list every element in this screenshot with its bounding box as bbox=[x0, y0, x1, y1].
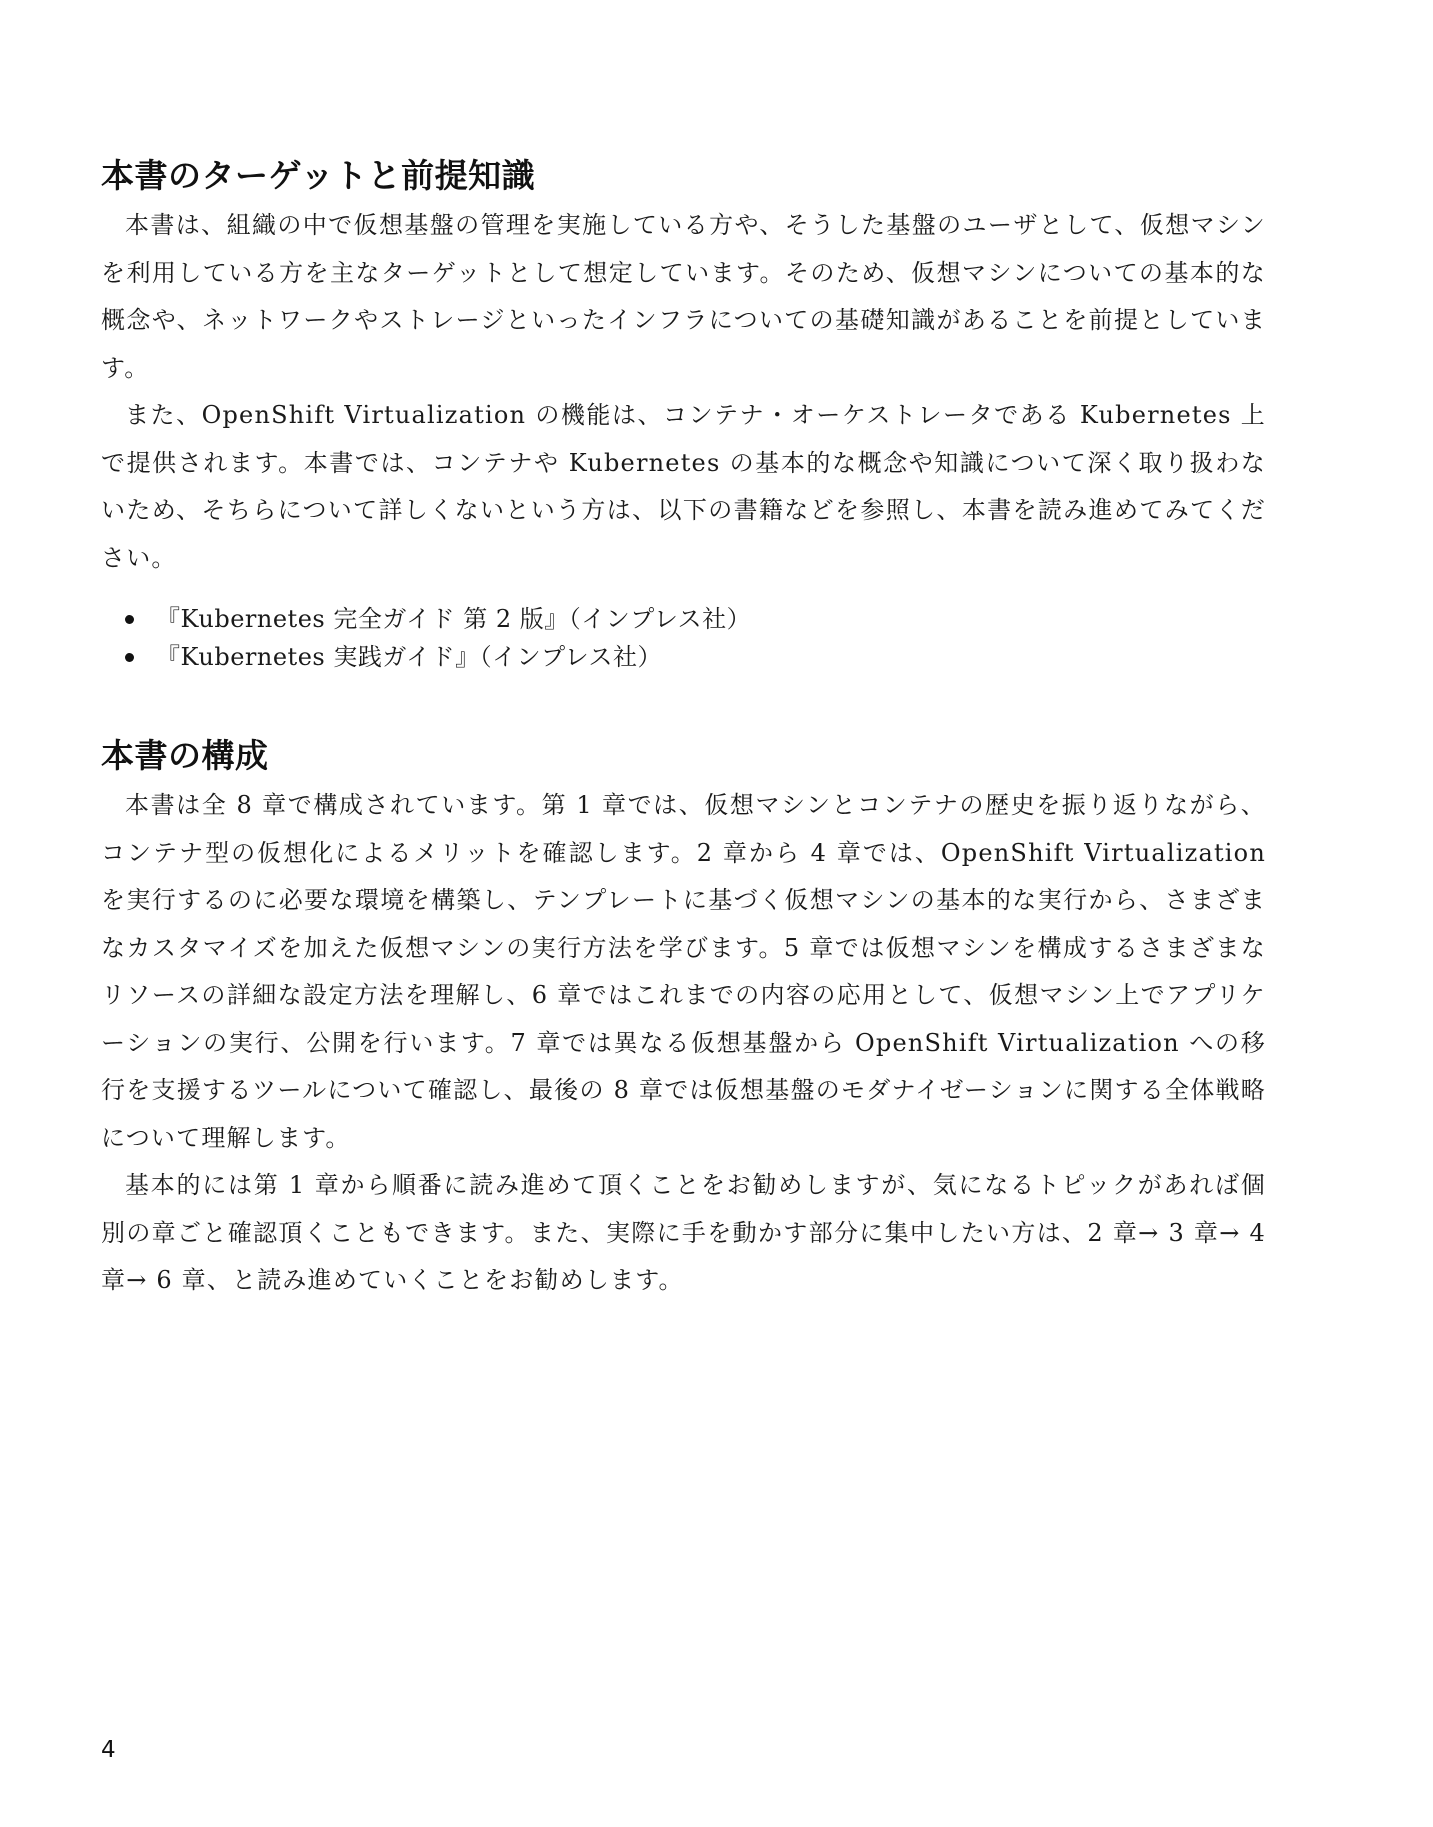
section-book-structure bbox=[101, 730, 1266, 1305]
list-item bbox=[125, 600, 1266, 638]
section-heading: 本書のターゲットと前提知識 bbox=[101, 156, 536, 195]
bullet-icon bbox=[125, 615, 134, 624]
paragraph: 基本的には第 1 章から順番に読み進めて頂くことをお勧めしますが、気になるトピックがあれば個別の章ごと確認頂くこともできます。また、実際に手を動かす部分に集中したい方は、2 章→ 3 章→ 4 章→ 6 章、と読み進めていくことをお勧めします。 bbox=[101, 1171, 1266, 1294]
paragraph: 本書は、組織の中で仮想基盤の管理を実施している方や、そうした基盤のユーザとして、仮想マシンを利用している方を主なターゲットとして想定しています。そのため、仮想マシンについての基本的な概念や、ネットワークやストレージといったインフラについての基礎知識があることを前提としています。 bbox=[101, 211, 1266, 382]
page-number: 4 bbox=[101, 1737, 116, 1763]
list-item-text: 『Kubernetes 完全ガイド 第 2 版』（インプレス社） bbox=[156, 605, 752, 633]
paragraph: また、OpenShift Virtualization の機能は、コンテナ・オーケストレータである Kubernetes 上で提供されます。本書では、コンテナや Kubernetes の基本的な概念や知識について深く取り扱わないため、そちらについて詳しくないという方は、以下の書籍などを参照し、本書を読み進めてみてください。 bbox=[101, 401, 1266, 572]
paragraph: 本書は全 8 章で構成されています。第 1 章では、仮想マシンとコンテナの歴史を振り返りながら、コンテナ型の仮想化によるメリットを確認します。2 章から 4 章では、OpenShift Virtualization を実行するのに必要な環境を構築し、テンプレートに基づく仮想マシンの基本的な実行から、さまざまなカスタマイズを加えた仮想マシンの実行方法を学びます。5 章では仮想マシンを構成するさまざまなリソースの詳細な設定方法を理解し、6 章ではこれまでの内容の応用として、仮想マシン上でアプリケーションの実行、公開を行います。7 章では異なる仮想基盤から OpenShift Virtualization への移行を支援するツールについて確認し、最後の 8 章では仮想基盤のモダナイゼーションに関する全体戦略について理解します。 bbox=[101, 791, 1266, 1152]
section-heading: 本書の構成 bbox=[101, 736, 269, 775]
section-target-and-prerequisites bbox=[101, 150, 1266, 676]
page-body bbox=[101, 150, 1266, 1305]
book-reference-list bbox=[101, 600, 1266, 676]
list-item bbox=[125, 638, 1266, 676]
list-item-text: 『Kubernetes 実践ガイド』（インプレス社） bbox=[156, 643, 662, 671]
bullet-icon bbox=[125, 653, 134, 662]
